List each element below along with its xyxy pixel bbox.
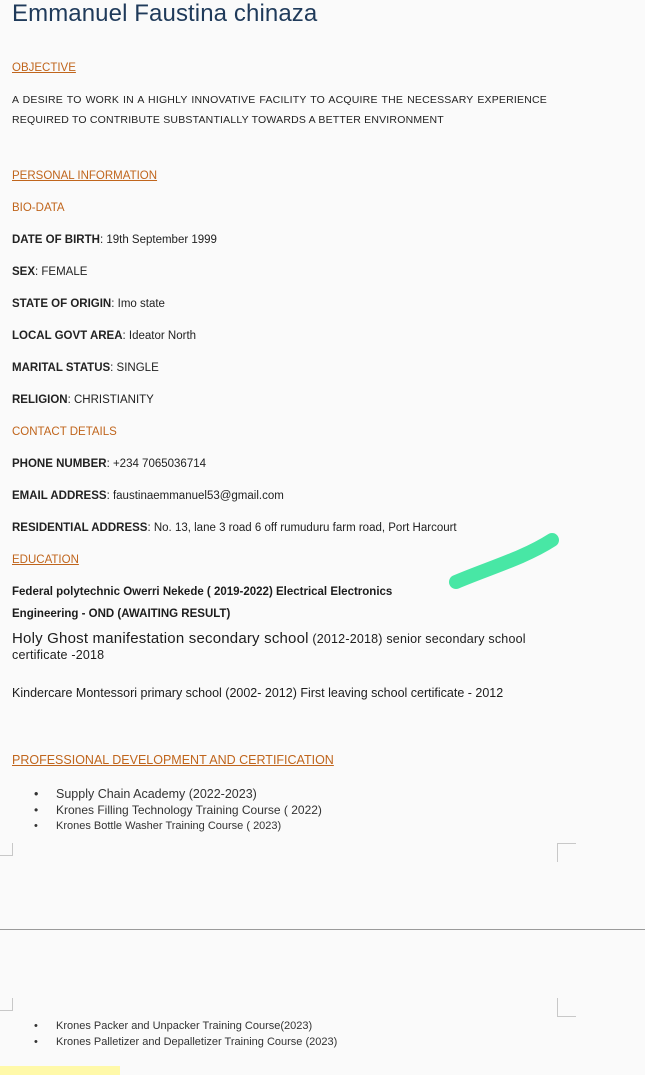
email-row: [12, 490, 284, 502]
marital-label: MARITAL STATUS: [12, 362, 111, 374]
list-item: • Krones Palletizer and Depalletizer Training Course (2023): [28, 1034, 337, 1050]
lga-value: : Ideator North: [122, 330, 197, 342]
address-value: : No. 13, lane 3 road 6 off rumuduru farm road, Port Harcourt: [147, 522, 457, 534]
education-heading: EDUCATION: [12, 554, 79, 566]
personal-info-heading: PERSONAL INFORMATION: [12, 170, 158, 182]
religion-value: : CHRISTIANITY: [67, 394, 154, 406]
state-value: : Imo state: [111, 298, 165, 310]
dob-label: DATE OF BIRTH: [12, 234, 100, 246]
address-label: RESIDENTIAL ADDRESS: [12, 522, 148, 534]
state-row: [12, 298, 165, 310]
list-item: • Supply Chain Academy (2022-2023): [28, 786, 322, 802]
sex-row: [12, 266, 87, 278]
secondary-school-detail: (2012-2018) senior secondary school certificate -2018: [12, 632, 526, 662]
address-row: [12, 522, 457, 534]
marital-row: [12, 362, 159, 374]
secondary-school-name: Holy Ghost manifestation secondary school: [12, 630, 309, 647]
development-list-page1: [28, 786, 322, 834]
development-list-page2: [28, 1018, 337, 1050]
education-entry-primary: Kindercare Montessori primary school (2002- 2012) First leaving school certificate - 2012: [12, 686, 504, 700]
education-entry-polytechnic: Federal polytechnic Owerri Nekede ( 2019-2022) Electrical Electronics Engineering - OND (AWAITING RESULT): [12, 586, 393, 620]
biodata-heading: BIO-DATA: [12, 202, 65, 214]
contact-heading: CONTACT DETAILS: [12, 426, 117, 438]
email-value: : faustinaemmanuel53@gmail.com: [106, 490, 284, 502]
list-item: • Krones Packer and Unpacker Training Course(2023): [28, 1018, 337, 1034]
page-corner-mark: [0, 998, 13, 1011]
list-item: • Krones Bottle Washer Training Course ( 2023): [28, 818, 322, 834]
marital-value: : SINGLE: [110, 362, 159, 374]
lga-label: LOCAL GOVT AREA: [12, 330, 123, 342]
religion-row: [12, 394, 154, 406]
lga-row: [12, 330, 196, 342]
candidate-name: Emmanuel Faustina chinaza: [12, 0, 318, 27]
phone-value: : +234 7065036714: [106, 458, 207, 470]
phone-label: PHONE NUMBER: [12, 458, 107, 470]
page-corner-mark: [557, 843, 576, 862]
objective-text: A DESIRE TO WORK IN A HIGHLY INNOVATIVE FACILITY TO ACQUIRE THE NECESSARY EXPERIENCE REQUIRED TO CONTRIBUTE SUBSTANTIALLY TOWARDS A BETTER ENVIRONMENT: [12, 94, 547, 126]
dob-value: : 19th September 1999: [99, 234, 217, 246]
religion-label: RELIGION: [12, 394, 68, 406]
state-label: STATE OF ORIGIN: [12, 298, 112, 310]
list-item: • Krones Filling Technology Training Course ( 2022): [28, 802, 322, 818]
page-corner-mark: [0, 843, 13, 856]
dob-row: [12, 234, 217, 246]
sex-value: : FEMALE: [35, 266, 88, 278]
education-entry-secondary: [12, 631, 562, 663]
development-heading: PROFESSIONAL DEVELOPMENT AND CERTIFICATION: [12, 753, 334, 767]
objective-heading: OBJECTIVE: [12, 62, 76, 74]
yellow-highlight-fragment: [0, 1066, 120, 1075]
page-corner-mark: [557, 998, 576, 1017]
sex-label: SEX: [12, 266, 36, 278]
green-highlighter-mark: [444, 520, 574, 600]
email-label: EMAIL ADDRESS: [12, 490, 107, 502]
phone-row: [12, 458, 206, 470]
page-break-line: [0, 929, 645, 930]
